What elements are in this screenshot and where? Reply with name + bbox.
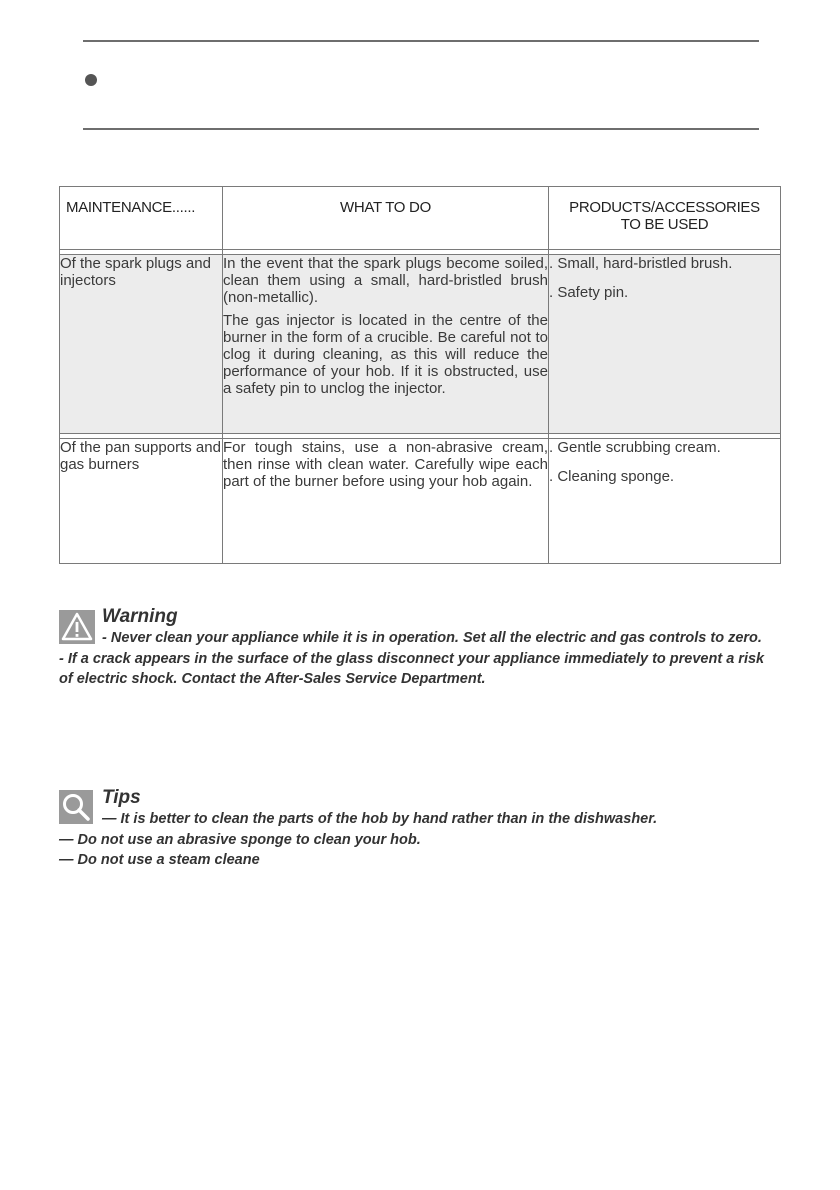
row-item: Of the pan supports and gas burners: [60, 439, 223, 564]
row-what-to-do: [223, 255, 549, 434]
warning-text: [59, 628, 779, 690]
table-header-row: [60, 187, 781, 250]
header-products-line1: PRODUCTS/ACCESSORIES: [569, 199, 760, 216]
bullet-icon: [85, 74, 97, 86]
header-maintenance: MAINTENANCE......: [60, 187, 223, 250]
row-what-paragraph: The gas injector is located in the centre of the burner in the form of a crucible. Be careful not to clog it during cleaning, as this will reduce the performance of your hob. If it is obstructed, use a safety pin to unclog the injector.: [223, 312, 548, 397]
maintenance-table: [59, 186, 781, 564]
row-product: . Small, hard-bristled brush.: [549, 255, 733, 272]
warning-line: - Never clean your appliance while it is in operation. Set all the electric and gas controls to zero.: [102, 630, 762, 646]
header-products: [549, 187, 781, 250]
row-product: . Safety pin.: [549, 284, 629, 301]
tips-line: — Do not use a steam cleane: [59, 852, 260, 868]
tips-title: Tips: [102, 787, 141, 808]
tips-line: — Do not use an abrasive sponge to clean your hob.: [59, 831, 421, 848]
warning-line: - If a crack appears in the surface of the glass disconnect your appliance immediately to prevent a risk of electric shock. Contact the After-Sales Service Department.: [59, 650, 765, 687]
warning-title: Warning: [102, 606, 178, 627]
header-what-to-do: WHAT TO DO: [223, 187, 549, 250]
row-products: [549, 439, 781, 564]
table-row: [60, 255, 781, 434]
row-product: . Cleaning sponge.: [549, 468, 675, 485]
tips-text: [59, 809, 779, 871]
row-product: . Gentle scrubbing cream.: [549, 439, 721, 456]
header-products-line2: TO BE USED: [620, 216, 709, 233]
row-item: Of the spark plugs and injectors: [60, 255, 223, 434]
row-what-paragraph: For tough stains, use a non-abrasive cream, then rinse with clean water. Carefully wipe each part of the burner before using your hob again.: [223, 439, 548, 490]
row-what-to-do: [223, 439, 549, 564]
top-rule: [83, 40, 759, 42]
tips-line: — It is better to clean the parts of the hob by hand rather than in the dishwasher.: [102, 811, 658, 827]
row-products: [549, 255, 781, 434]
table-row: [60, 439, 781, 564]
header-bottom-rule: [83, 128, 759, 130]
row-what-paragraph: In the event that the spark plugs become soiled, clean them using a small, hard-bristled brush (non-metallic).: [223, 255, 548, 306]
